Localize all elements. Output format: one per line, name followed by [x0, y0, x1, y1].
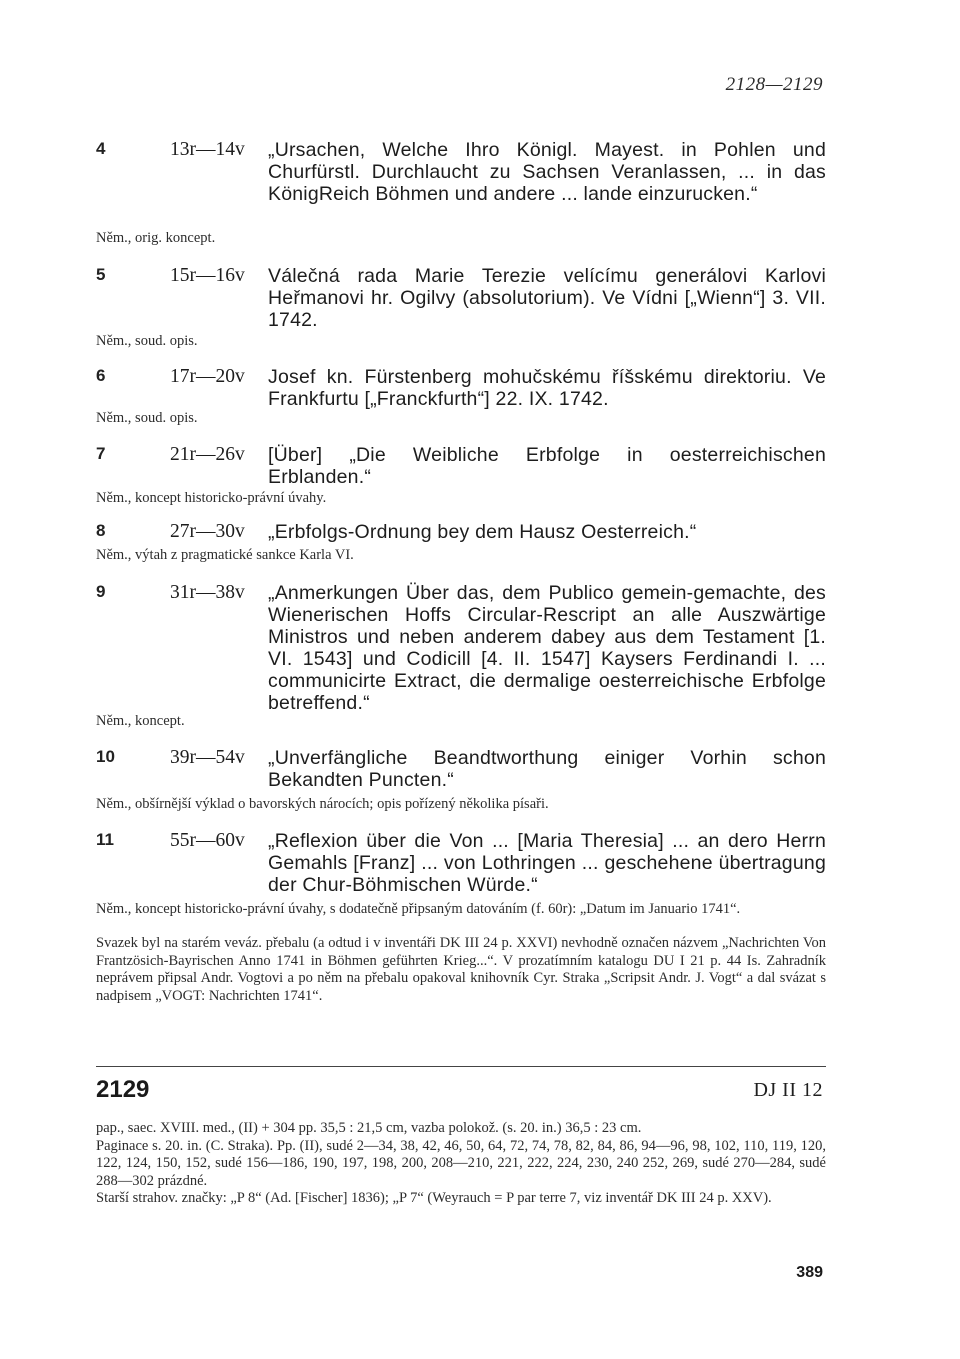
entry-number: 11 [96, 830, 114, 849]
volume-note: Svazek byl na starém veváz. přebalu (a odtud i v inventáři DK III 24 p. XXVI) nevhodně označen názvem „Nachrichten Von Frantzösich-Bayrischen Anno 1741 in Böhmen geführten Krieg...“. V prozatímním katalogu DU I 21 p. 44 Is. Zahradník neprávem připsal Andr. Vogtovi a po něm na přebalu opakoval knihovník Cyr. Straka „Scripsit Andr. J. Vogt“ a dal svázat s nadpisem „VOGT: Nachrichten 1741“. [96, 935, 826, 1004]
entry-number: 5 [96, 265, 106, 284]
entry-folio: 55r—60v [170, 830, 245, 851]
entry-note: Něm., soud. opis. [96, 410, 198, 426]
entry-number: 7 [96, 444, 106, 463]
physical-description: pap., saec. XVIII. med., (II) + 304 pp. 35,5 : 21,5 cm, vazba polokož. (s. 20. in.) 36,5 : 23 cm. [96, 1120, 642, 1136]
entry-note: Něm., koncept historicko-právní úvahy. [96, 490, 327, 506]
entry-note: Něm., soud. opis. [96, 333, 198, 349]
entry-title: Josef kn. Fürstenberg mohučskému říšskému direktoriu. Ve Frankfurtu [„Franckfurth“] 22. IX. 1742. [268, 366, 826, 410]
entry-note: Něm., koncept historicko-právní úvahy, s dodatečně připsaným datováním (f. 60r): „Datum im Januario 1741“. [96, 901, 741, 917]
entry-folio: 21r—26v [170, 444, 245, 465]
entry-number: 9 [96, 582, 106, 601]
entry-note: Něm., výtah z pragmatické sankce Karla VI. [96, 547, 354, 563]
entry-10 [96, 747, 826, 791]
entry-number: 4 [96, 139, 106, 158]
entry-title: „Reflexion über die Von ... [Maria Theresia] ... an dero Herrn Gemahls [Franz] ... von Lothringen ... geschehene übertragung der Chur-Böhmischen Würde.“ [268, 830, 826, 896]
entry-6 [96, 366, 826, 410]
page-number: 389 [796, 1264, 823, 1281]
record-number: 2129 [96, 1076, 150, 1103]
entry-5 [96, 265, 826, 331]
entry-9 [96, 582, 826, 714]
entry-title: Válečná rada Marie Terezie velícímu generálovi Karlovi Heřmanovi hr. Ogilvy (absolutorium). Ve Vídni [„Wienn“] 3. VII. 1742. [268, 265, 826, 331]
entry-number: 6 [96, 366, 106, 385]
entry-4 [96, 139, 826, 205]
entry-title: „Erbfolgs-Ordnung bey dem Hausz Oesterreich.“ [268, 521, 697, 543]
entry-note: Něm., obšírnější výklad o bavorských nárocích; opis pořízený několika písaři. [96, 796, 549, 812]
shelfmark: DJ II 12 [753, 1079, 823, 1101]
entry-note: Něm., orig. koncept. [96, 230, 216, 246]
entry-title: „Ursachen, Welche Ihro Königl. Mayest. in Pohlen und Churfürstl. Durchlaucht zu Sachsen Veranlassen, ... in das KönigReich Böhmen und andere ... lande einzurucken.“ [268, 139, 826, 205]
entry-folio: 27r—30v [170, 521, 245, 542]
entry-title: „Unverfängliche Beandtworthung einiger Vorhin schon Bekandten Puncten.“ [268, 747, 826, 791]
entry-11 [96, 830, 826, 896]
page-header-range: 2128—2129 [725, 74, 823, 95]
pagination-description: Paginace s. 20. in. (C. Straka). Pp. (II), sudé 2—34, 38, 42, 46, 50, 64, 72, 74, 78, 82, 84, 86, 94—96, 98, 102, 110, 119, 120, 122, 124, 150, 152, sudé 156—186, 190, 197, 198, 200, 208—210, 221, 222, 224, 230, 240 252, 269, sudé 270—284, sudé 288—302 prázdné. [96, 1137, 826, 1189]
entry-8 [96, 521, 826, 543]
entry-number: 10 [96, 747, 115, 766]
entry-folio: 17r—20v [170, 366, 245, 387]
entry-folio: 15r—16v [170, 265, 245, 286]
section-divider [96, 1066, 826, 1067]
entry-title: [Über] „Die Weibliche Erbfolge in oesterreichischen Erblanden.“ [268, 444, 826, 488]
entry-folio: 13r—14v [170, 139, 245, 160]
entry-title: „Anmerkungen Über das, dem Publico gemein-gemachte, des Wienerischen Hoffs Circular-Rescript an alle Auszwärtige Ministros und neben anderem dabey aus dem Testament [1. VI. 1543] und Codicill [4. II. 1547] Kaysers Ferdinandi I. ... communicirte Extract, die dermalige oesterreichische Erbfolge betreffend.“ [268, 582, 826, 714]
entry-folio: 39r—54v [170, 747, 245, 768]
entry-number: 8 [96, 521, 106, 540]
record-description [96, 1120, 826, 1208]
older-shelfmarks: Starší strahov. značky: „P 8“ (Ad. [Fischer] 1836); „P 7“ (Weyrauch = P par terre 7, viz inventář DK III 24 p. XXV). [96, 1190, 772, 1207]
entry-7 [96, 444, 826, 488]
entry-folio: 31r—38v [170, 582, 245, 603]
entry-note: Něm., koncept. [96, 713, 185, 729]
